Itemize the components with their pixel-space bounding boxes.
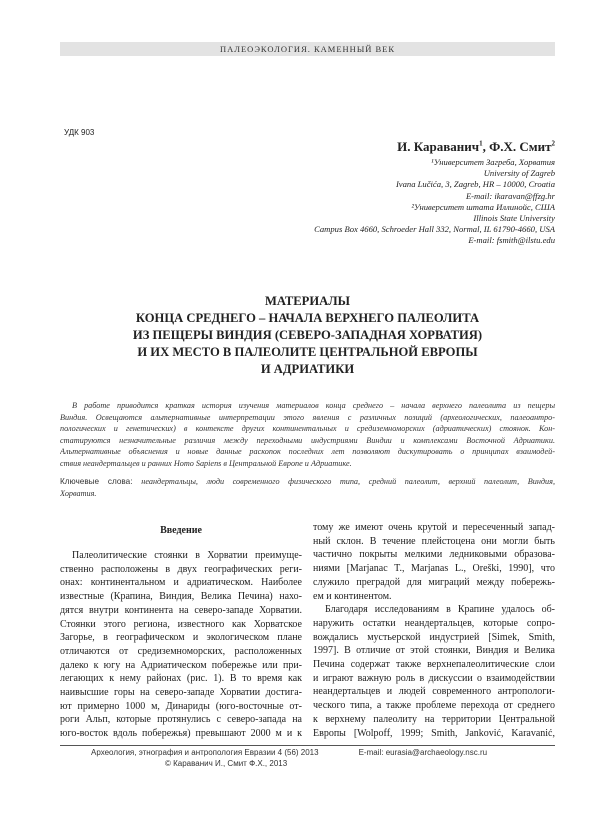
authors: [397, 139, 555, 155]
left-col-line: дятся внутри континента на северо-западе Хорватии.: [60, 604, 302, 616]
affiliations-line: E-mail: ikaravan@ffzg.hr: [465, 190, 555, 201]
right-col-line: ем и континентом.: [313, 590, 392, 602]
left-col-line: наивысшие горы на северо-западе Хорватии достига-: [60, 687, 302, 699]
affiliations-line: Ivana Lučića, 3, Zagreb, HR – 10000, Croatia: [395, 179, 555, 190]
journal-email: E-mail: eurasia@archaeology.nsc.ru: [358, 748, 488, 757]
author-2: Ф.Х. Смит: [489, 139, 552, 154]
left-column: [60, 549, 302, 741]
right-col-line: ческого типа, а также проблеме перехода от среднего: [313, 700, 555, 712]
keywords-text-2: Хорватия.: [60, 488, 97, 498]
right-col-line: Благодаря исследованиям в Крапине удалось об-: [325, 604, 555, 616]
left-col-line: отличаются от средиземноморских, расположенных: [60, 645, 302, 657]
affiliations: [314, 157, 555, 247]
running-header: ПАЛЕОЭКОЛОГИЯ. КАМЕННЫЙ ВЕК: [60, 42, 555, 56]
right-col-line: неандертальцев и людей современного антропологи-: [313, 686, 555, 698]
affiliations-line: University of Zagreb: [483, 168, 555, 179]
author-2-sup: 2: [551, 139, 555, 148]
right-col-line: 1997]. В отличие от этой стоянки, Виндия и Велика: [313, 645, 555, 657]
abstract-line: Альтернативные объяснения и новые данные раскопок последних лет позволяют дискутировать о принципах взаимодей-: [60, 447, 555, 456]
right-col-line: ниями [Marjanac T., Marjanas L., Oreški, 1990], что: [313, 563, 555, 575]
left-col-line: ственно расположены в двух географических реги-: [60, 563, 302, 575]
title-line: И ИХ МЕСТО В ПАЛЕОЛИТЕ ЦЕНТРАЛЬНОЙ ЕВРОПЫ: [137, 345, 478, 359]
copyright: © Караванич И., Смит Ф.Х., 2013: [165, 759, 288, 768]
keywords: [60, 476, 555, 499]
affiliations-line: E-mail: fsmith@ilstu.edu: [468, 235, 555, 246]
affiliations-line: Campus Box 4660, Schroeder Hall 332, Normal, IL 61790-4660, USA: [314, 224, 555, 235]
right-col-line: частично покрыты мелкими ледниковыми образова-: [313, 549, 555, 561]
left-col-line: известные (Крапина, Виндия, Велика Печина) нахо-: [60, 591, 302, 603]
footer-line-1: [60, 748, 555, 758]
left-col-line: ют примерно 1000 м, Динариды (юго-восточные от-: [60, 700, 302, 712]
right-col-line: Европы [Wolpoff, 1999; Smith, Janković, Karavanić,: [313, 727, 555, 739]
keywords-text: неандертальцы, люди современного физического типа, средний палеолит, верхний палеолит, Виндия,: [141, 477, 555, 486]
right-col-line: тому же имеют очень крутой и пересеченный запад-: [313, 522, 555, 533]
title-line: И АДРИАТИКИ: [260, 362, 355, 376]
author-sep: ,: [482, 139, 490, 154]
left-col-line: Стоянки этого региона, известного как Хорватское: [60, 618, 302, 630]
right-column: [313, 521, 555, 740]
keywords-label: Ключевые слова:: [60, 477, 142, 486]
abstract-line: Виндия. Освещаются альтернативные интерпретации этого явления с различных позиций (археологических, палеоантро-: [60, 412, 555, 422]
right-col-line: Печина содержат также верхнепалеолитические слои: [313, 659, 555, 671]
right-col-line: вождались мустьерской индустрией [Simek, Smith,: [313, 631, 555, 643]
title-line: ИЗ ПЕЩЕРЫ ВИНДИЯ (СЕВЕРО-ЗАПАДНАЯ ХОРВАТИЯ): [132, 328, 483, 342]
udk-code: УДК 903: [64, 128, 95, 137]
left-col-line: далеко к югу на Адриатическом побережье или при-: [60, 659, 302, 671]
abstract: [60, 400, 555, 469]
author-1: И. Караванич: [397, 139, 480, 154]
title-line: МАТЕРИАЛЫ: [264, 294, 350, 308]
article-title: [60, 293, 555, 378]
section-heading: Введение: [160, 525, 202, 536]
abstract-line: пологических и генетических) в контексте других континентальных и средиземноморских (адриатических) стоянок. Кон-: [60, 424, 555, 433]
abstract-line: В работе приводится краткая история изучения материалов конца среднего – начала верхнего палеолита из пещеры: [72, 401, 555, 410]
right-col-line: и играют важную роль в дискуссии о взаимодействии: [313, 672, 555, 684]
affiliations-line: ¹Университет Загреба, Хорватия: [431, 157, 555, 167]
footer-line-2: [60, 759, 555, 769]
title-line: КОНЦА СРЕДНЕГО – НАЧАЛА ВЕРХНЕГО ПАЛЕОЛИТА: [135, 311, 480, 325]
footer-rule: [60, 745, 555, 746]
left-col-line: Загорье, в географическом и экологическом плане: [60, 632, 302, 644]
author-1-sup: 1: [479, 139, 483, 148]
affiliations-line: Illinois State University: [473, 213, 555, 224]
affiliations-line: ²Университет штата Иллинойс, США: [411, 201, 555, 212]
left-col-line: легающих к нему районах (рис. 1). В то время как: [60, 673, 302, 685]
right-col-line: наружить остатки неандертальцев, которые сопро-: [313, 617, 555, 629]
left-col-line: Палеолитические стоянки в Хорватии преимуще-: [72, 550, 302, 561]
left-col-line: онах: континентальном и адриатическом. Наиболее: [60, 577, 302, 589]
abstract-line: ствия неандертальцев и ранних Homo Sapiens в Центральной Европе и Адриатике.: [60, 458, 352, 468]
left-col-line: роги Альп, которые протянулись с северо-запада на: [60, 714, 302, 726]
right-col-line: ный склон. В течение плейстоцена они могли быть: [313, 535, 555, 547]
journal-info: Археология, этнография и антропология Евразии 4 (56) 2013: [91, 748, 319, 757]
abstract-line: статируются незначительные различия между переходными индустриями Виндии и комплексами Восточной Адриатики.: [60, 435, 555, 445]
right-col-line: к верхнему палеолиту на территории Центральной: [313, 713, 555, 725]
right-col-line: служило преградой для миграций между побережь-: [313, 576, 555, 588]
left-col-line: юго-восток вдоль побережья) превышают 2000 м и к: [60, 728, 302, 740]
